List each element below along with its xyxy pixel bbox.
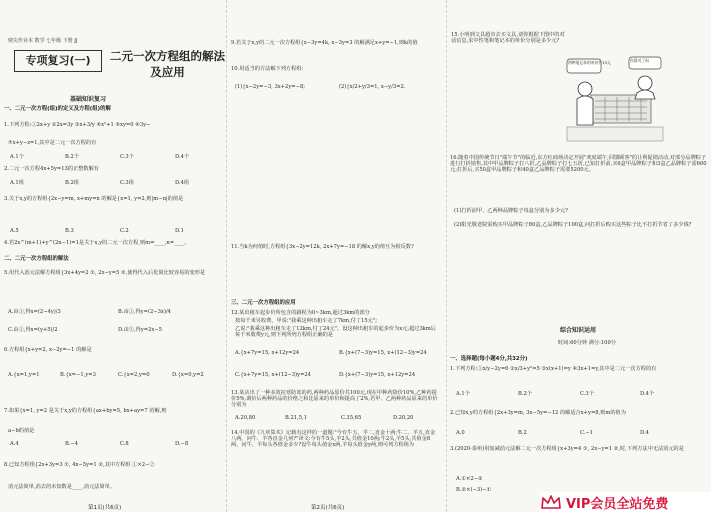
q7-text-b: a−b的值是 <box>8 428 35 434</box>
q12-text-b: 按每千米另收费。甲说:"我乘这种出租车走了7km,付了15元"; <box>235 318 378 324</box>
q6-option-b: B.{x=−1,y=3 <box>60 372 96 378</box>
q3-option-b: B.3 <box>65 228 74 234</box>
q13-option-b: B.21,5,1 <box>285 415 307 421</box>
s2-option-d: D.4 <box>640 430 649 436</box>
q6-text: 6.方程组{x+y=2, x−2y=−1 的解是 <box>4 347 92 353</box>
q2-option-d: D.4组 <box>175 180 190 186</box>
q13-text: 13.某店出了一种多效抗寒防冻的药,两种药品原价共100元,现在甲种药降价10%,乙种药提价5%,调价后两种药品的价格之和比原来的单价和提高了2%,若甲、乙两种药品原来的单价分别为 <box>231 390 438 408</box>
q5-option-c: C.由②,得x=(y+5)/2 <box>8 327 58 333</box>
q1-option-a: A.1个 <box>10 154 24 160</box>
s1-option-b: B.2个 <box>518 391 532 397</box>
s1-option-c: C.3个 <box>580 391 594 397</box>
page-footer-2: 第2页(共6页) <box>311 505 345 511</box>
page-title <box>14 48 225 86</box>
vip-promo-text: VIP会员全站免费 <box>566 496 669 512</box>
section-basic: 基础知识复习 <box>70 96 107 103</box>
q12-option-c: C.{x+7y=15, x+(12−3)y=24 <box>235 372 311 378</box>
q2-option-a: A.1组 <box>10 180 24 186</box>
s2-option-b: B.2 <box>518 430 527 436</box>
speech-bubble-left: 两种笔记本的单价共15元 <box>568 60 611 65</box>
q3-option-c: C.2 <box>120 228 129 234</box>
q5-option-b: B.由①,得y=(2−3x)/4 <box>118 309 171 315</box>
q1-option-c: C.3个 <box>120 154 134 160</box>
q15-text: 15.小明到文具超市去买文具,请你根据下图中的对话信息,求中性笔和笔记本的单价分别是多少元? <box>451 32 565 44</box>
title-box: 专项复习(一) <box>14 50 102 72</box>
q12-text: 12.某出租车起步价所包含的路程为0~3km,超过3km的部分 <box>231 310 370 316</box>
q5-option-a: A.由①,得x=(2−4y)/3 <box>8 309 61 315</box>
q12-text-c: 乙说:"我乘这种出租车走了12km,付了24元"。设这种出租车的起步价为x元,超过3km后每千米收费y元,则下列所列方程组正确的是 <box>235 326 436 338</box>
s1-text: 1.下列方程:①x/y−2y=6 ②x/3+y²=5 ③x(x+1)=y ④3x+1=y,其中是二元一次方程的有 <box>450 366 657 372</box>
q3-text: 3.关于x,y的方程组{2x−y=m, x+my=n 的解是{x=1, y=2,则|m−n|的值是 <box>4 196 184 202</box>
q10-part-1: (1){x−2y=−3, 3x+2y=−8; <box>235 84 305 90</box>
q7-option-a: A.4 <box>10 441 19 447</box>
q16-part-2: (2)阳光敬老院需购买甲品牌粽子80盒,乙品牌粽子100盒,问打折后购买这些粽子比不打折节省了多少钱? <box>454 222 692 228</box>
q3-option-a: A.5 <box>10 228 19 234</box>
s2-option-a: A.0 <box>456 430 465 436</box>
page-footer-1: 第1页(共6页) <box>88 505 122 511</box>
q6-option-c: C.{x=2,y=0 <box>118 372 150 378</box>
q10-part-2: (2){x/2+y/3=1, x−y/3=2. <box>339 84 406 90</box>
q1-option-d: D.4个 <box>175 154 190 160</box>
s2-text: 2.已知x,y的方程组{2x+3y=m, 3x−5y=−12 的解适合x+y=8,则m的值为 <box>450 410 626 416</box>
q10-text: 10.用适当的方法解下列方程组: <box>231 66 304 72</box>
vip-promo-banner[interactable] <box>540 492 711 512</box>
q1-option-b: B.2个 <box>65 154 79 160</box>
section-2-heading: 二、二元一次方程组的解法 <box>4 256 69 262</box>
section-1-heading: 一、二元一次方程(组)的定义及方程(组)的解 <box>4 106 111 112</box>
q13-option-d: D.20,20 <box>393 415 414 421</box>
q7-option-c: C.8 <box>120 441 129 447</box>
q13-option-a: A.20,80 <box>235 415 256 421</box>
section-comprehensive-title: 综合知识运用 <box>560 327 597 334</box>
q12-option-a: A.{x+7y=15, x+12y=24 <box>235 350 300 356</box>
q6-option-d: D.{x=0,y=2 <box>172 372 204 378</box>
q1-text-b: ⑦x+y−z=1,其中是二元一次方程的有 <box>8 140 97 146</box>
q16-text: 16.随着中国传统节日"端午节"的临近,东方红商场决定开展"欢度端午,回馈顾客"的让利促销活动,对部分品牌粽子进行打折销售,其中甲品牌粽子打八折,乙品牌粽子打七五折,已知打折前,买6盒甲品牌粽子和3盒乙品牌粽子需600元;打折后,买50盒甲品牌粽子和40盒乙品牌粽子需要5200元。 <box>450 155 707 173</box>
shopping-cartoon-illustration <box>565 55 665 145</box>
q16-part-1: (1)打折前甲、乙两种品牌粽子每盒分别为多少元? <box>454 208 568 214</box>
s1-option-a: A.1个 <box>456 391 470 397</box>
section-comprehensive-meta: 时间:60分钟 满分:100分 <box>558 340 616 346</box>
q5-option-d: D.由②,得y=2x−5 <box>118 327 162 333</box>
q14-text: 14.中国的《九章算术》记载有这样的一道题:"今有牛五、羊二,直金十两;牛二、羊五,直金八两。问牛、羊各直金几何?"译文:今有牛5头,羊2头,共值金10两;牛2头,羊5头,共值金8两。问牛、羊每头各值金多少?设牛每头值金x两,羊每头值金y两,则可列方程组为 <box>231 430 436 448</box>
crown-icon <box>540 493 562 511</box>
s3-option-a: A.①×2−② <box>456 476 483 482</box>
s2-option-c: C.−1 <box>580 430 594 436</box>
q5-text: 5.用代入消元法解方程组{3x+4y=2 ①, 2x−y=5 ②,使得代入后化简比较容易的变形是 <box>4 270 206 276</box>
q2-option-b: B.2组 <box>65 180 79 186</box>
q2-text: 2.二元一次方程4x+5y=13的正整数解有 <box>4 166 99 172</box>
section-3-heading: 三、二元一次方程组的应用 <box>231 300 296 306</box>
q3-option-d: D.1 <box>175 228 184 234</box>
q12-option-d: D.{x+(7−3)y=15, x+12y=24 <box>339 372 416 378</box>
title-main: 二元一次方程组的解法及应用 <box>110 49 225 79</box>
s1-option-d: D.4个 <box>640 391 655 397</box>
q7-option-b: B.−4 <box>65 441 79 447</box>
q6-option-a: A.{x=1,y=1 <box>8 372 40 378</box>
page-column-2 <box>226 0 447 512</box>
q4-text: 4.若2x^(m+1)+y^(2n−1)=1是关于x,y的二元一次方程,则m=____,n=____。 <box>4 240 190 246</box>
selection-heading: 一、选择题(每小题4分,共32分) <box>450 356 528 362</box>
q1-text: 1.下列方程:①2x+y ②2x=3y ③x+3/y ④x²+1 ⑤xy=0 ⑥3y− <box>4 122 151 128</box>
page-column-1 <box>0 0 226 512</box>
q11-text: 11.当k为何值时,方程组{3x−2y=12k, 2x+7y=−18 的解x,y的值互为相反数? <box>231 244 414 250</box>
s3-text: 3.(2020·泰州)用加减消元法解二元一次方程组{x+3y=4 ①, 2x−y=1 ②,时,下列方法中无法消元的是 <box>450 446 684 452</box>
q8-text: 8.已知方程组{2x+3y=3 ①, 4x−5y=1 ②,其中方程组 ①×2−② <box>4 462 155 468</box>
q9-text: 9.若关于x,y的二元一次方程组{x−3y=4k, x−3y=3 的解满足x+y=−1,则k的值 <box>231 40 418 46</box>
speech-bubble-right: 你算对了吗 <box>630 58 649 63</box>
s3-option-b: B.②×(−3)−① <box>456 487 492 493</box>
q2-option-c: C.3组 <box>120 180 134 186</box>
q7-text: 7.如果{x=1, y=2 是关于x,y的方程组{ax+by=5, bx+ay=7 的解,则 <box>4 408 167 414</box>
q7-option-d: D.−8 <box>175 441 189 447</box>
q13-option-c: C.35,65 <box>341 415 362 421</box>
book-header: 鼎尖作业本 数学 七年级 下册 JJ <box>8 38 78 44</box>
q12-option-b: B.{x+(7−3)y=15, x+(12−3)y=24 <box>339 350 427 356</box>
q8-text-b: 消元法简单,消去的未知数是____,消元法简单。 <box>8 484 116 490</box>
